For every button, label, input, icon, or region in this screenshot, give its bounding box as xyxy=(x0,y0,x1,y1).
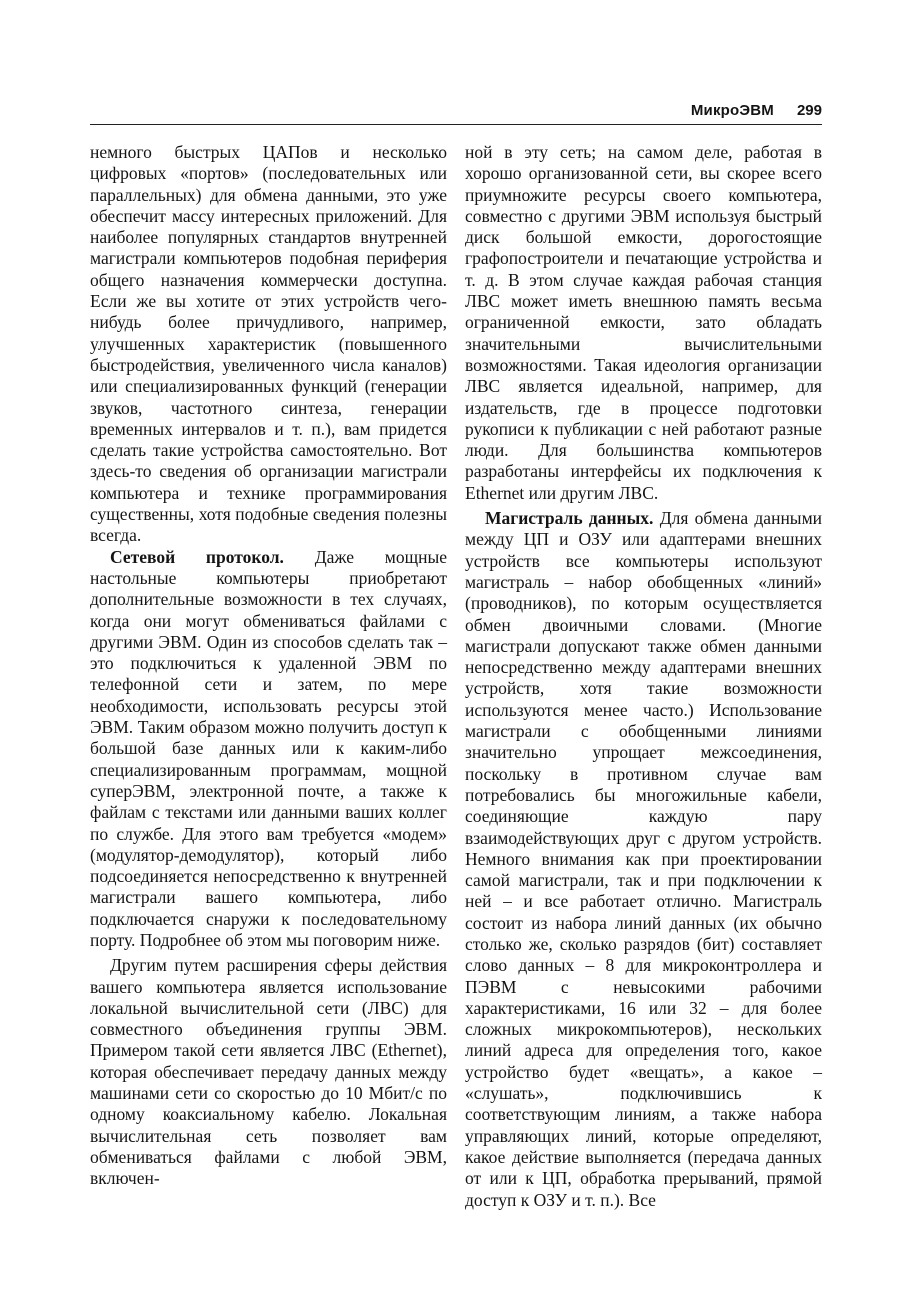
right-column xyxy=(465,142,822,1211)
page-number: 299 xyxy=(796,102,822,119)
running-title: МикроЭВМ xyxy=(690,102,774,119)
page-header xyxy=(90,102,822,125)
paragraph: ной в эту сеть; на самом деле, работая в хорошо организованной сети, вы скорее всего приумножите ресурсы своего компьютера, совместно с другими ЭВМ используя быстрый диск большой емкости, дорогостоящие графопостроители и печатающие устройства и т. д. В этом случае каждая рабочая станция ЛВС может иметь внешнюю память весьма ограниченной емкости, зато обладать значительными вычислительными возможностями. Такая идеология организации ЛВС является идеальной, например, для издательств, где в процессе подготовки рукописи к публикации с ней работают разные люди. Для большинства компьютеров разработаны интерфейсы их подключения к Ethernet или другим ЛВС. xyxy=(465,142,822,503)
paragraph-body: Даже мощные настольные компьютеры приобретают дополнительные возможности в тех случаях, когда они могут обмениваться файлами с другими ЭВМ. Один из способов сделать так – это подключиться к удаленной ЭВМ по телефонной сети и затем, по мере необходимости, использовать ресурсы этой ЭВМ. Таким образом можно получить доступ к большой базе данных или к каким-либо специализированным программам, мощной суперЭВМ, электронной почте, а также к файлам с текстами или данными ваших коллег по службе. Для этого вам требуется «модем» (модулятор-демодулятор), который либо подсоединяется непосредственно к внутренней магистрали вашего компьютера, либо подключается снаружи к последовательному порту. Подробнее об этом мы поговорим ниже. xyxy=(90,546,447,950)
paragraph: Другим путем расширения сферы действия вашего компьютера является использование локальной вычислительной сети (ЛВС) для совместного объединения группы ЭВМ. Примером такой сети является ЛВС (Ethernet), которая обеспечивает передачу данных между машинами сети со скоростью до 10 Мбит/с по одному коаксиальному кабелю. Локальная вычислительная сеть позволяет вам обмениваться файлами с любой ЭВМ, включен- xyxy=(90,955,447,1189)
paragraph-network-protocol xyxy=(90,547,447,952)
paragraph-body: Для обмена данными между ЦП и ОЗУ или адаптерами внешних устройств все компьютеры используют магистраль – набор обобщенных «линий» (проводников), по которым осуществляется обмен двоичными словами. (Многие магистрали допускают также обмен данными непосредственно между адаптерами внешних устройств, хотя такие возможности используются менее часто.) Использование магистрали с обобщенными линиями значительно упрощает межсоединения, поскольку в противном случае вам потребовались бы многожильные кабели, соединяющие каждую пару взаимодействующих друг с другом устройств. Немного внимания как при проектировании самой магистрали, так и при подключении к ней – и все работает отлично. Магистраль состоит из набора линий данных (их обычно столько же, сколько разрядов (бит) составляет слово данных – 8 для микроконтроллера и ПЭВМ с невысокими рабочими характеристиками, 16 или 32 – для более сложных микрокомпьютеров), нескольких линий адреса для определения того, какое устройство будет «вещать», а какое – «слушать», подключившись к соответствующим линиям, а также набора управляющих линий, которые определяют, какое действие выполняется (передача данных от или к ЦП, обработка прерываний, прямой доступ к ОЗУ и т. п.). Все xyxy=(465,508,823,1210)
run-in-heading: Магистраль данных. xyxy=(485,508,654,529)
paragraph-data-bus xyxy=(465,508,822,1211)
paragraph: немного быстрых ЦАПов и несколько цифровых «портов» (последовательных или параллельных) для обмена данными, это уже обеспечит массу интересных приложений. Для наиболее популярных стандартов внутренней магистрали компьютеров подобная периферия общего назначения коммерчески доступна. Если же вы хотите от этих устройств чего-нибудь более причудливого, например, улучшенных характеристик (повышенного быстродействия, увеличенного числа каналов) или специализированных функций (генерации звуков, частотного синтеза, генерации временных интервалов и т. п.), вам придется сделать такие устройства самостоятельно. Вот здесь-то сведения об организации магистрали компьютера и технике программирования существенны, хотя подобные сведения полезны всегда. xyxy=(90,142,447,546)
left-column xyxy=(90,142,447,1190)
run-in-heading: Сетевой протокол. xyxy=(110,546,284,567)
